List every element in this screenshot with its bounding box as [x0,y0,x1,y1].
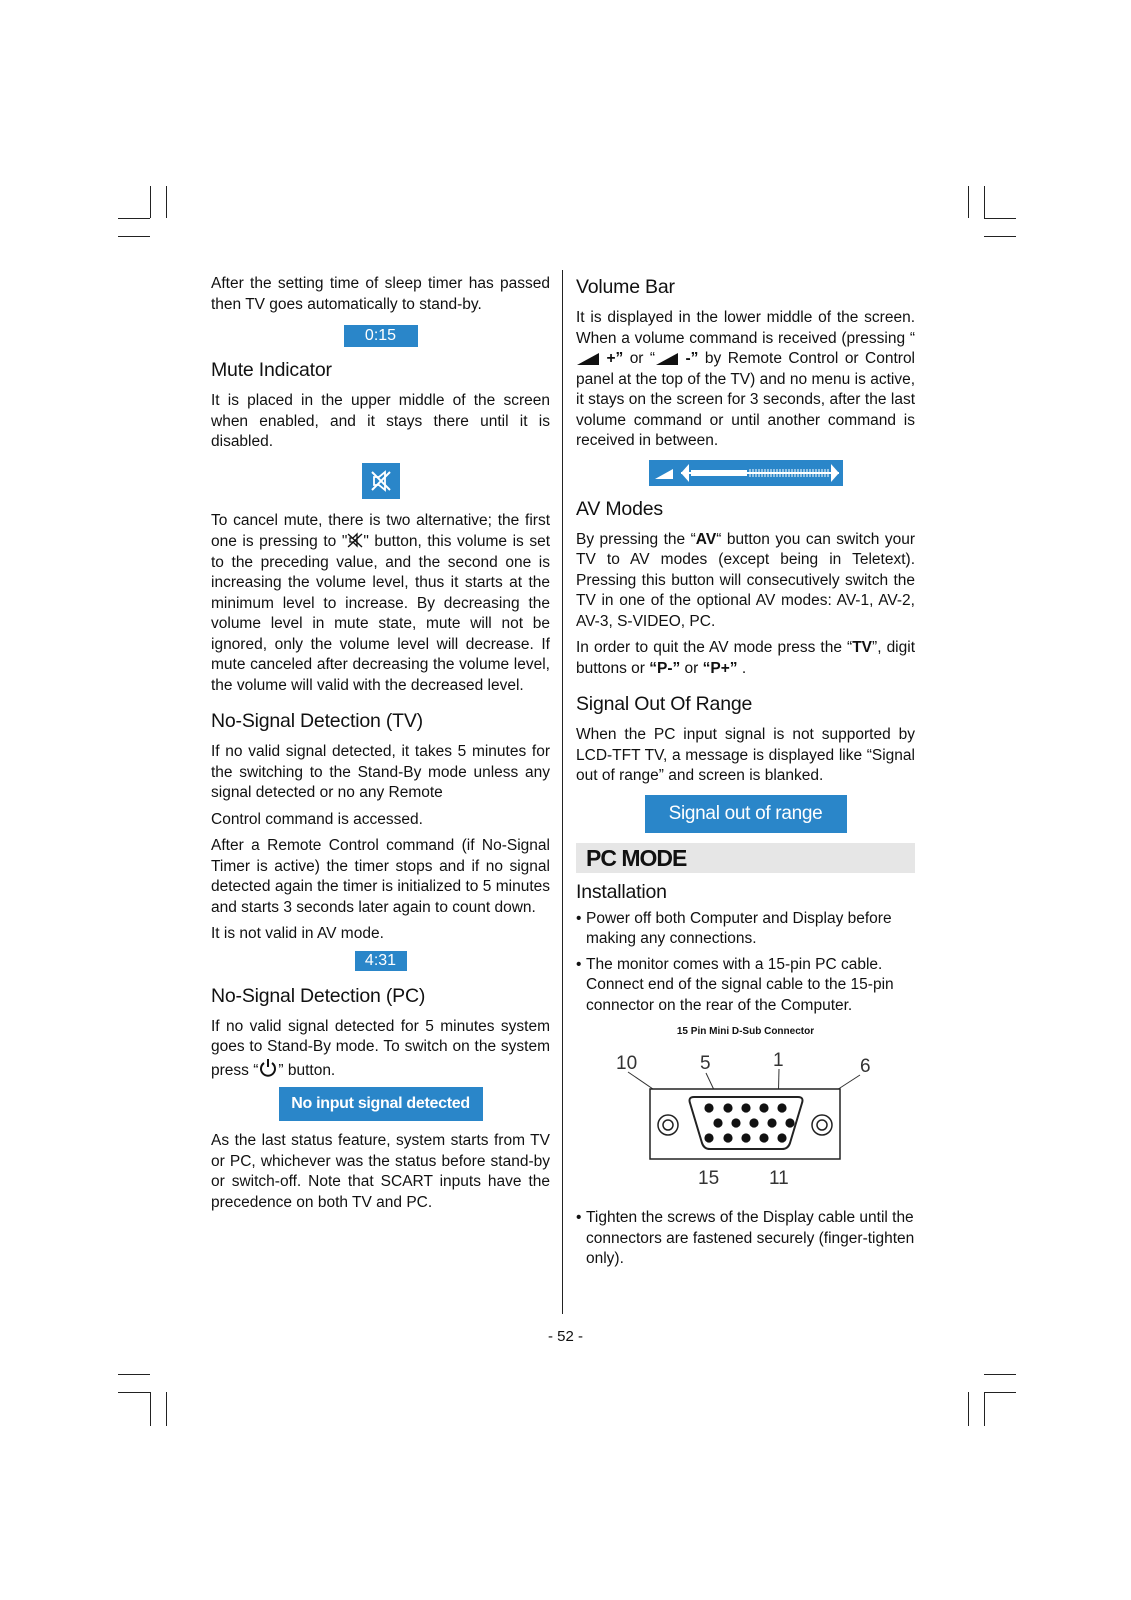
nosignal-tv-heading: No-Signal Detection (TV) [211,710,423,732]
signal-out-of-range-heading: Signal Out Of Range [576,693,753,715]
cancel-mute-text: To cancel mute, there is two alternative; the first one is pressing to " " button, this volume is set to the preceding value, and the second one is increasing the volume level, thus it starts at the minimum level to increase. By decreasing the volume level in mute state, mute will not be ignored, only the volume level will decrease. If mute canceled after decreasing the volume level, the volume will valid with the decreased level. [211,511,550,694]
right-column [576,274,915,1280]
crop-mark [984,186,985,218]
mute-icon [362,463,400,499]
nosignal-tv-text-1: If no valid signal detected, it takes 5 minutes for the switching to the Stand-By mode unless any signal detected or no any Remote [211,743,550,801]
list-item: • Power off both Computer and Display before making any connections. [576,909,892,947]
pin-label-10: 10 [616,1053,638,1074]
crop-mark [984,1392,1016,1393]
nosignal-pc-heading: No-Signal Detection (PC) [211,984,426,1007]
volume-bar-text: It is displayed in the lower middle of the screen. When a volume command is received (pressing “ +” or “ -” by Remote Control or Control panel at the top of the TV) and no menu is active, it stays on the screen for 3 seconds, after the last volume command or until another command is received in between. [576,309,916,449]
nosignal-tv-text-3: After a Remote Control command (if No-Signal Timer is active) the timer stops and if no signal detected again the timer is initialized to 5 minutes and starts 3 seconds later again to count down. [211,837,550,916]
signal-out-of-range-text: When the PC input signal is not supported by LCD-TFT TV, a message is displayed like “Signal out of range” and screen is blanked. [576,726,915,784]
list-item: • The monitor comes with a 15-pin PC cable. Connect end of the signal cable to the 15-pin connector on the rear of the Computer. [576,955,894,1014]
crop-mark [984,1374,1016,1375]
sleep-timer-text: After the setting time of sleep timer has passed then TV goes automatically to stand-by. [211,275,550,313]
sleep-timer-osd: 0:15 [344,325,418,347]
last-status-text: As the last status feature, system starts from TV or PC, whichever was the status before stand-by or switch-off. Note that SCART inputs have the precedence on both TV and PC. [211,1132,550,1211]
crop-mark [118,236,150,237]
av-modes-text-1: By pressing the “AV“ button you can switch your TV to AV modes (except being in Teletext). Pressing this button will consecutively switch the TV in one of the optional AV modes: AV-1, AV-2, AV-3, S-VIDEO, PC. [576,530,915,630]
crop-mark [150,186,151,218]
pc-mode-heading: PC MODE [576,843,915,873]
volume-bar-osd [649,460,843,486]
av-modes-text-2: In order to quit the AV mode press the “TV”, digit buttons or “P-” or “P+” . [576,639,915,677]
installation-heading: Installation [576,880,667,903]
pin-label-6: 6 [860,1056,871,1077]
no-input-signal-osd: No input signal detected [279,1087,483,1121]
column-divider [562,270,563,1314]
mute-indicator-text: It is placed in the upper middle of the screen when enabled, and it stays there until it is disabled. [211,392,550,450]
installation-list-2 [576,1208,915,1270]
crop-mark [150,1392,151,1426]
left-column [211,274,550,1219]
crop-mark [166,1392,167,1426]
pin-label-1: 1 [773,1050,784,1071]
pin-label-15: 15 [698,1168,720,1189]
volume-wedge-icon [576,352,600,366]
crop-mark [118,218,150,219]
crop-mark [984,236,1016,237]
crop-mark [968,1392,969,1426]
mute-indicator-heading: Mute Indicator [211,359,332,381]
mute-osd [362,463,400,499]
signal-out-of-range-osd: Signal out of range [645,795,847,833]
crop-mark [118,1392,150,1393]
av-modes-heading: AV Modes [576,497,663,520]
nosignal-tv-text-2: Control command is accessed. [211,810,423,828]
volume-bar-heading: Volume Bar [576,276,675,298]
nosignal-pc-text: If no valid signal detected for 5 minutes system goes to Stand-By mode. To switch on the system press “ ” button. [211,1017,550,1079]
crop-mark [968,186,969,218]
crop-mark [166,186,167,218]
crop-mark [984,218,1016,219]
dsub-connector-diagram [576,1039,915,1199]
crop-mark [984,1392,985,1426]
volume-bar-graphic [649,460,843,486]
power-icon [258,1058,278,1078]
pin-label-11: 11 [769,1168,789,1189]
connector-diagram-title: 15 Pin Mini D-Sub Connector [676,1026,815,1037]
nosignal-tv-text-4: It is not valid in AV mode. [211,925,384,942]
volume-wedge-icon [655,352,679,366]
nosignal-timer-osd: 4:31 [355,951,407,971]
crop-mark [118,1374,150,1375]
mute-button-icon [347,531,363,549]
page-number: - 52 - [547,1328,583,1345]
list-item: • Tighten the screws of the Display cable until the connectors are fastened securely (finger-tighten only). [576,1209,915,1267]
installation-list [576,909,915,1017]
pin-label-5: 5 [700,1053,711,1074]
